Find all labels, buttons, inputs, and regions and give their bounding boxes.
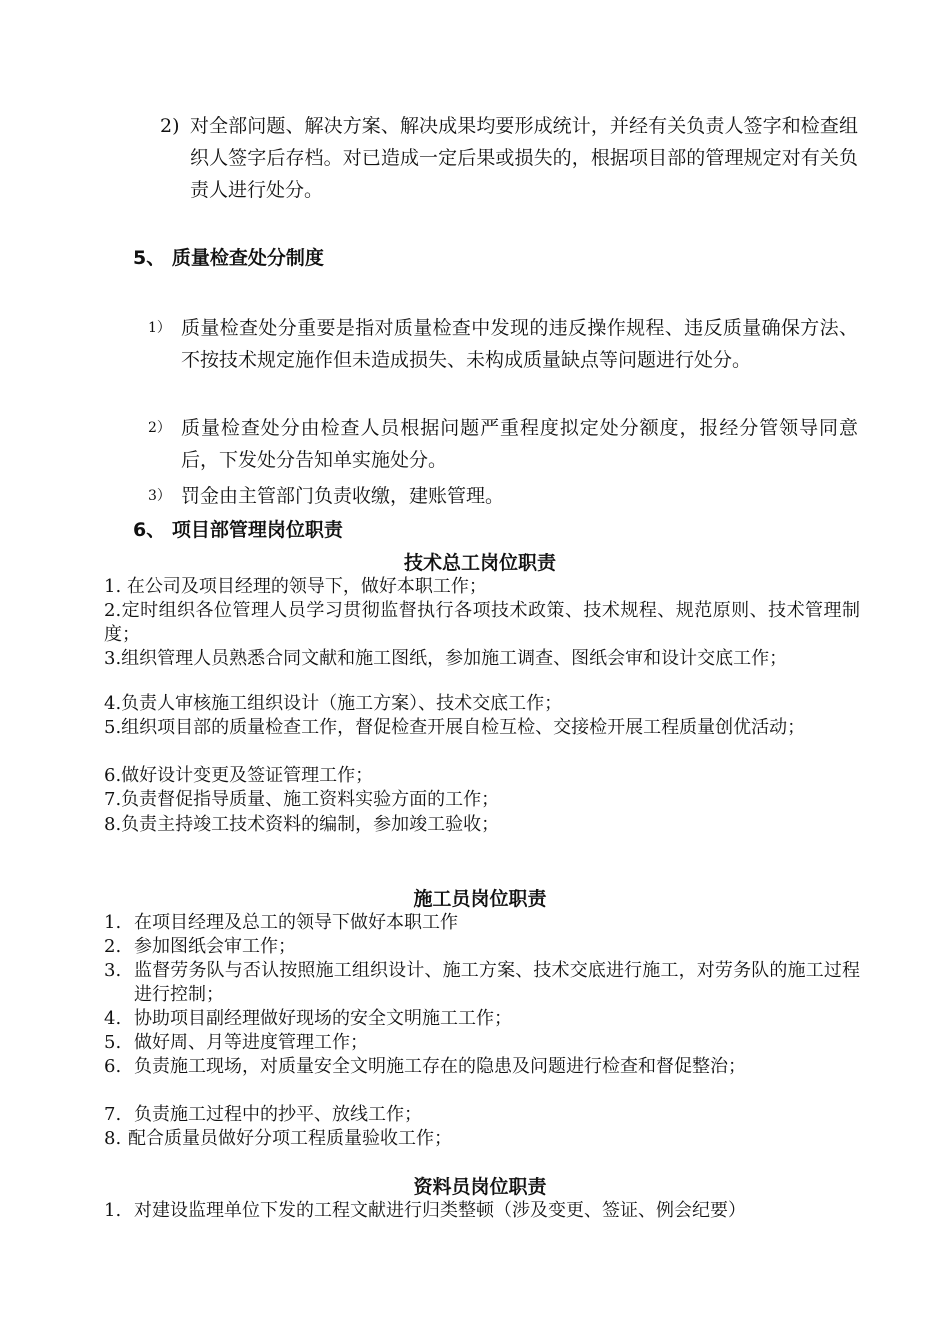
- records-item: [104, 1199, 860, 1223]
- list-number: 5.: [104, 1032, 122, 1053]
- list-number: 4.: [104, 1008, 122, 1029]
- list-number: 1.: [104, 912, 122, 933]
- list-number: 8.: [104, 1128, 122, 1149]
- tech-chief-item: 5.组织项目部的质量检查工作，督促检查开展自检互检、交接检开展工程质量创优活动；: [104, 717, 806, 738]
- construction-item: [104, 1007, 860, 1031]
- list-number: 2): [160, 115, 180, 137]
- list-number: 2.: [104, 936, 122, 957]
- list-item-text: 质量检查处分重要是指对质量检查中发现的违反操作规程、违反质量确保方法、不按技术规定施作但未造成损失、未构成质量缺点等问题进行处分。: [181, 317, 858, 371]
- list-item-text: 配合质量员做好分项工程质量验收工作；: [128, 1128, 452, 1149]
- construction-item: [104, 935, 860, 959]
- records-title: 资料员岗位职责: [413, 1176, 547, 1198]
- list-item-text: 对全部问题、解决方案、解决成果均要形成统计，并经有关负责人签字和检查组织人签字后存档。对已造成一定后果或损失的，根据项目部的管理规定对有关负责人进行处分。: [190, 115, 858, 201]
- construction-item: [104, 911, 860, 935]
- list-item-text: 负责施工现场，对质量安全文明施工存在的隐患及问题进行检查和督促整治；: [134, 1056, 746, 1077]
- list-number: 7.: [104, 1104, 122, 1125]
- construction-item: [104, 1055, 860, 1079]
- tech-chief-item: 2.定时组织各位管理人员学习贯彻监督执行各项技术政策、技术规程、规范原则、技术管理制度；: [104, 600, 860, 645]
- construction-title: 施工员岗位职责: [413, 888, 547, 910]
- construction-item: [104, 1031, 860, 1055]
- construction-item: [104, 959, 860, 1007]
- list-item-text: 参加图纸会审工作；: [134, 936, 296, 957]
- list-item-text: 罚金由主管部门负责收缴，建账管理。: [181, 485, 505, 507]
- tech-chief-item: 4.负责人审核施工组织设计（施工方案）、技术交底工作；: [104, 693, 563, 714]
- tech-chief-item: 6.做好设计变更及签证管理工作；: [104, 765, 374, 786]
- tech-chief-item: 3.组织管理人员熟悉合同文献和施工图纸，参加施工调查、图纸会审和设计交底工作；: [104, 648, 788, 669]
- section-6-heading: 6、 项目部管理岗位职责: [133, 519, 343, 541]
- list-item-text: 在项目经理及总工的领导下做好本职工作: [134, 912, 458, 933]
- list-item-text: 负责施工过程中的抄平、放线工作；: [134, 1104, 422, 1125]
- list-item-text: 监督劳务队与否认按照施工组织设计、施工方案、技术交底进行施工，对劳务队的施工过程进行控制；: [134, 960, 860, 1005]
- list-item-text: 质量检查处分由检查人员根据问题严重程度拟定处分额度，报经分管领导同意后，下发处分告知单实施处分。: [181, 417, 858, 471]
- tech-chief-item: 8.负责主持竣工技术资料的编制，参加竣工验收；: [104, 814, 500, 835]
- construction-item: [104, 1127, 860, 1151]
- list-number: 1.: [104, 1200, 122, 1221]
- construction-item: [104, 1103, 860, 1127]
- list-item-text: 对建设监理单位下发的工程文献进行归类整顿（涉及变更、签证、例会纪要）: [134, 1200, 746, 1221]
- list-item-text: 做好周、月等进度管理工作；: [134, 1032, 368, 1053]
- tech-chief-item: 7.负责督促指导质量、施工资料实验方面的工作；: [104, 789, 500, 810]
- tech-chief-title: 技术总工岗位职责: [403, 552, 556, 574]
- list-number: 3.: [104, 960, 122, 981]
- list-number: 2）: [148, 420, 171, 436]
- list-item-text: 协助项目副经理做好现场的安全文明施工工作；: [134, 1008, 512, 1029]
- list-number: 3）: [148, 488, 171, 504]
- list-number: 6.: [104, 1056, 122, 1077]
- tech-chief-item: 1. 在公司及项目经理的领导下，做好本职工作；: [104, 576, 487, 597]
- section-5-heading: 5、 质量检查处分制度: [133, 247, 324, 269]
- list-number: 1）: [148, 320, 171, 336]
